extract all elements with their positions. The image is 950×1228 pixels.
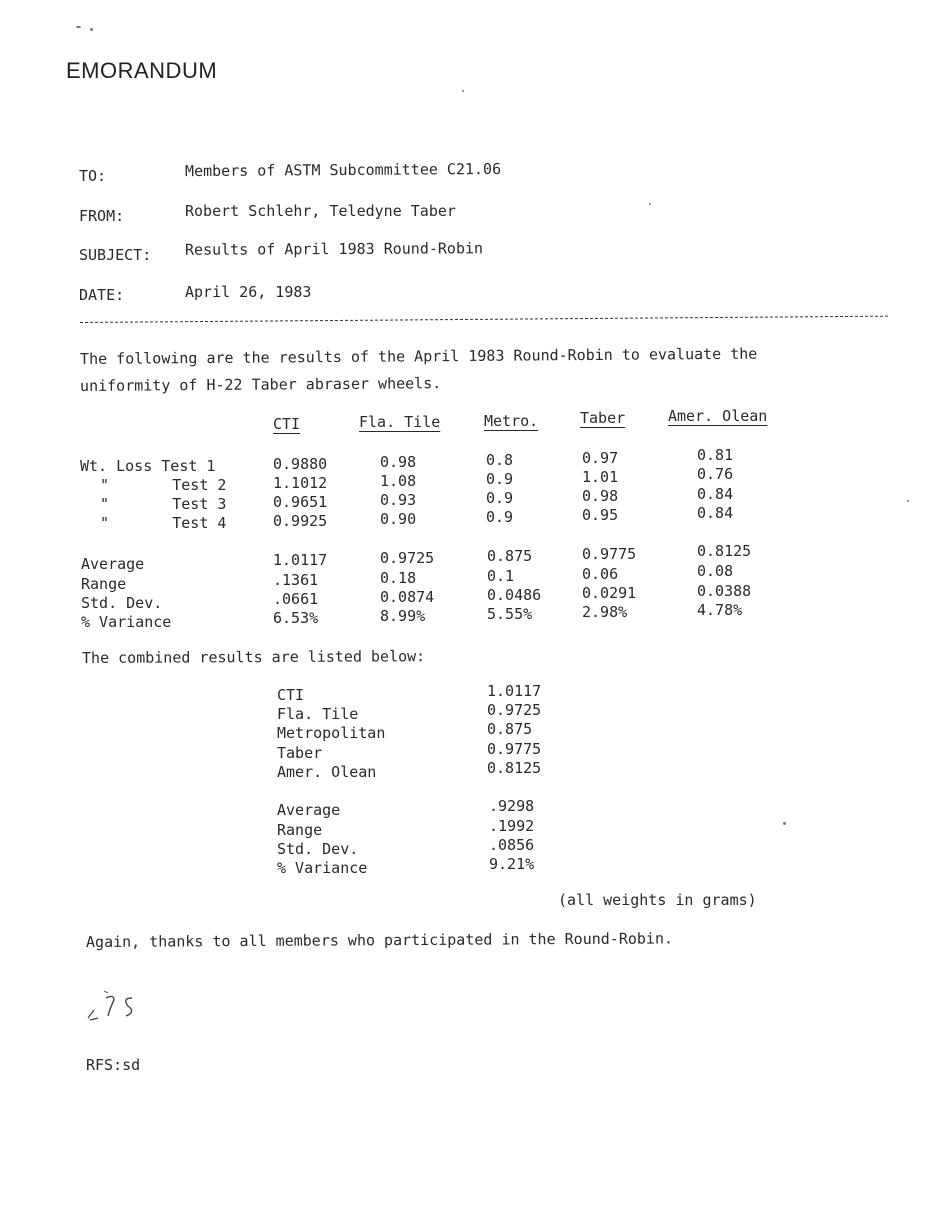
subject-label: SUBJECT: bbox=[79, 246, 152, 264]
from-label: FROM: bbox=[79, 207, 125, 225]
row-label: " Test 4 bbox=[100, 514, 227, 532]
typist-initials: RFS:sd bbox=[86, 1056, 141, 1074]
cell-metro: 0.875 bbox=[487, 547, 533, 565]
row-label: " Test 2 bbox=[100, 476, 227, 494]
cell-amer-olean: 0.84 bbox=[697, 485, 734, 503]
intro-line-1: The following are the results of the April 1983 Round-Robin to evaluate the bbox=[79, 344, 758, 368]
row-label: Average bbox=[81, 555, 145, 573]
cell-fla-tile: 8.99% bbox=[380, 607, 426, 625]
cell-taber: 1.01 bbox=[582, 468, 619, 486]
to-value: Members of ASTM Subcommittee C21.06 bbox=[184, 159, 502, 181]
row-label: Range bbox=[81, 575, 127, 593]
cell-metro: 0.8 bbox=[486, 451, 514, 469]
row-label: " Test 3 bbox=[100, 495, 227, 513]
header-divider bbox=[80, 316, 888, 323]
combined-heading: The combined results are listed below: bbox=[81, 647, 426, 667]
combined-stat-value: 9.21% bbox=[489, 855, 535, 873]
cell-metro: 0.1 bbox=[487, 567, 515, 585]
col-header-metro: Metro. bbox=[484, 412, 539, 430]
subject-value: Results of April 1983 Round-Robin bbox=[184, 239, 484, 259]
scan-speck bbox=[90, 28, 93, 31]
from-value: Robert Schlehr, Teledyne Taber bbox=[185, 202, 456, 220]
cell-metro: 5.55% bbox=[487, 605, 533, 623]
cell-fla-tile: 0.18 bbox=[380, 569, 417, 587]
closing-line: Again, thanks to all members who participated in the Round-Robin. bbox=[85, 929, 674, 951]
cell-fla-tile: 0.98 bbox=[380, 453, 417, 471]
col-header-cti: CTI bbox=[273, 415, 301, 433]
cell-taber: 2.98% bbox=[582, 603, 628, 621]
combined-label: Amer. Olean bbox=[277, 763, 377, 781]
cell-metro: 0.9 bbox=[486, 489, 514, 507]
cell-cti: 0.9651 bbox=[273, 493, 328, 511]
col-header-taber: Taber bbox=[580, 409, 626, 427]
scan-speck bbox=[649, 203, 651, 205]
combined-label: Metropolitan bbox=[277, 724, 386, 742]
cell-fla-tile: 0.93 bbox=[380, 491, 417, 509]
cell-taber: 0.95 bbox=[582, 506, 619, 524]
combined-stat-value: .0856 bbox=[489, 836, 535, 854]
combined-label: CTI bbox=[277, 686, 305, 704]
date-value: April 26, 1983 bbox=[185, 283, 312, 301]
col-header-fla-tile: Fla. Tile bbox=[359, 413, 441, 431]
cell-fla-tile: 1.08 bbox=[380, 472, 417, 490]
cell-taber: 0.97 bbox=[582, 449, 619, 467]
combined-stat-label: Average bbox=[277, 801, 341, 819]
cell-amer-olean: 0.8125 bbox=[697, 542, 752, 560]
cell-amer-olean: 0.0388 bbox=[697, 582, 752, 600]
cell-amer-olean: 4.78% bbox=[697, 601, 743, 619]
scan-speck bbox=[462, 90, 464, 92]
cell-taber: 0.98 bbox=[582, 487, 619, 505]
row-label: Wt. Loss Test 1 bbox=[80, 457, 216, 475]
cell-cti: 0.9925 bbox=[273, 512, 328, 530]
cell-cti: 6.53% bbox=[273, 609, 319, 627]
scan-speck bbox=[907, 500, 909, 502]
cell-amer-olean: 0.81 bbox=[697, 446, 734, 464]
units-note: (all weights in grams) bbox=[558, 891, 757, 909]
cell-metro: 0.9 bbox=[486, 470, 514, 488]
combined-value: 0.875 bbox=[487, 720, 533, 738]
combined-stat-value: .9298 bbox=[489, 797, 535, 815]
col-header-amer-olean: Amer. Olean bbox=[668, 407, 768, 425]
combined-label: Taber bbox=[277, 744, 323, 762]
combined-stat-label: % Variance bbox=[277, 859, 368, 877]
cell-cti: 1.0117 bbox=[273, 551, 328, 569]
cell-metro: 0.0486 bbox=[487, 586, 542, 604]
cell-amer-olean: 0.84 bbox=[697, 504, 734, 522]
cell-cti: 1.1012 bbox=[273, 474, 328, 492]
memo-title: EMORANDUM bbox=[66, 58, 218, 83]
cell-cti: 0.9880 bbox=[273, 455, 328, 473]
combined-value: 1.0117 bbox=[487, 682, 542, 700]
scan-speck bbox=[76, 26, 81, 28]
cell-fla-tile: 0.9725 bbox=[380, 549, 435, 567]
cell-metro: 0.9 bbox=[486, 508, 514, 526]
cell-cti: .0661 bbox=[273, 590, 319, 608]
cell-fla-tile: 0.0874 bbox=[380, 588, 435, 606]
combined-value: 0.9775 bbox=[487, 740, 542, 758]
cell-taber: 0.9775 bbox=[582, 545, 637, 563]
row-label: Std. Dev. bbox=[81, 594, 163, 612]
cell-cti: .1361 bbox=[273, 571, 319, 589]
cell-taber: 0.06 bbox=[582, 565, 619, 583]
combined-stat-value: .1992 bbox=[489, 817, 535, 835]
cell-amer-olean: 0.76 bbox=[697, 465, 734, 483]
cell-taber: 0.0291 bbox=[582, 584, 637, 602]
combined-stat-label: Std. Dev. bbox=[277, 840, 359, 858]
combined-stat-label: Range bbox=[277, 821, 323, 839]
cell-amer-olean: 0.08 bbox=[697, 562, 734, 580]
to-label: TO: bbox=[79, 167, 107, 185]
row-label: % Variance bbox=[81, 613, 172, 631]
date-label: DATE: bbox=[79, 286, 125, 304]
scan-speck bbox=[783, 822, 786, 825]
combined-value: 0.9725 bbox=[487, 701, 542, 719]
combined-label: Fla. Tile bbox=[277, 705, 359, 723]
handwritten-initials-mark bbox=[84, 988, 154, 1028]
combined-value: 0.8125 bbox=[487, 759, 542, 777]
cell-fla-tile: 0.90 bbox=[380, 510, 417, 528]
intro-line-2: uniformity of H-22 Taber abraser wheels. bbox=[79, 374, 442, 395]
